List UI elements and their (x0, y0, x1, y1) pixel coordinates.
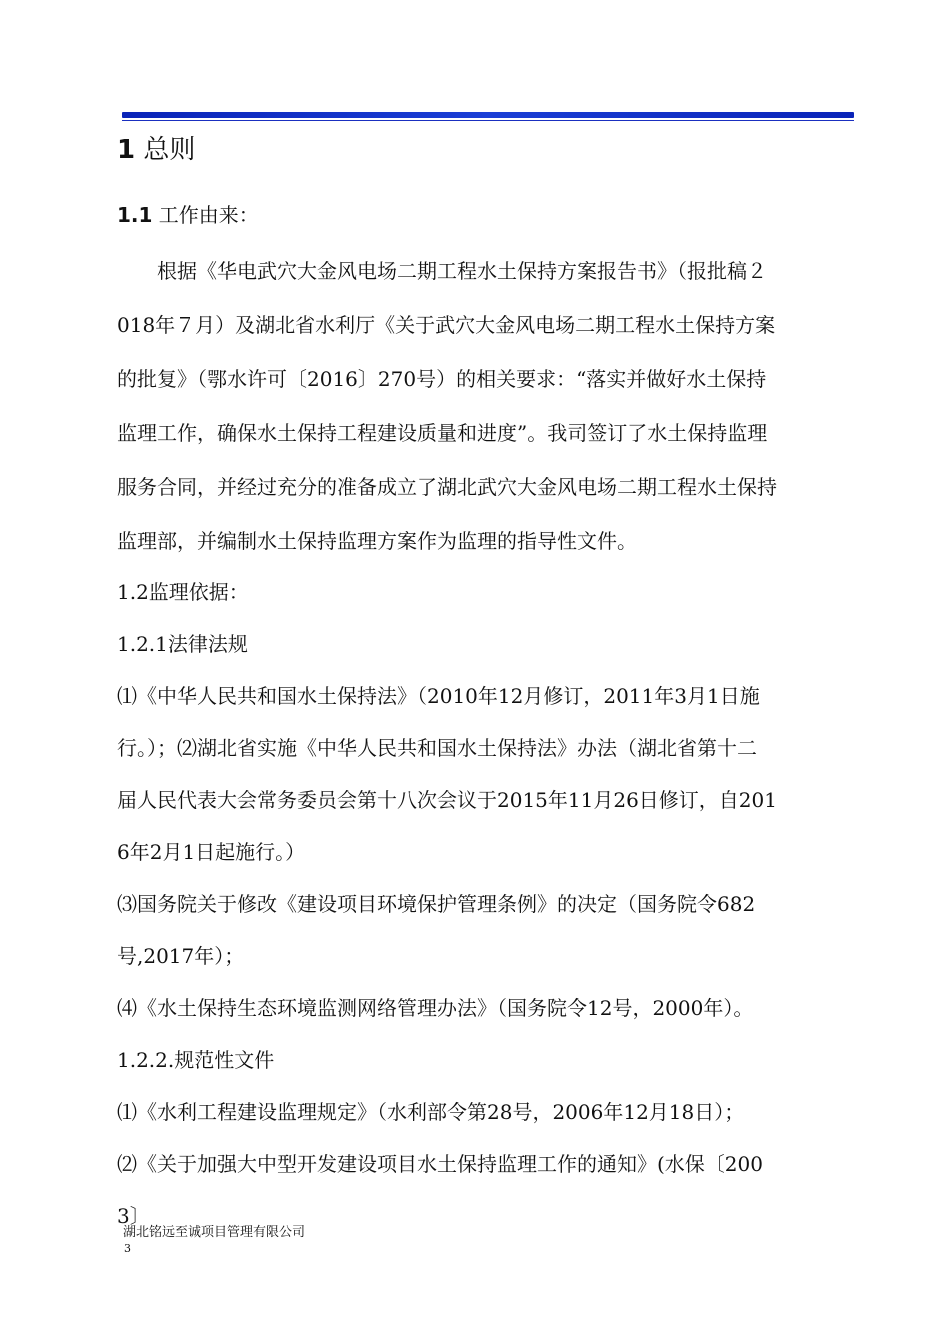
law-line: 届人民代表大会常务委员会第十八次会议于2015年11月26日修订，自201 (117, 788, 777, 812)
subsection-heading-1-2: 1.2监理依据： (117, 580, 249, 604)
norm-line: ⑴《水利工程建设监理规定》（水利部令第28号，2006年12月18日）； (117, 1100, 745, 1124)
intro-line: 的批复》（鄂水许可〔2016〕270号）的相关要求：“落实并做好水土保持 (117, 367, 767, 391)
law-line: ⑷《水土保持生态环境监测网络管理办法》（国务院令12号，2000年）。 (117, 996, 754, 1020)
subsection-title: 工作由来： (158, 203, 259, 227)
law-line: ⑴《中华人民共和国水土保持法》（2010年12月修订，2011年3月1日施 (117, 684, 760, 708)
intro-line: 服务合同，并经过充分的准备成立了湖北武穴大金风电场二期工程水土保持 (117, 475, 777, 499)
intro-line: 018年７月）及湖北省水利厅《关于武穴大金风电场二期工程水土保持方案 (117, 313, 776, 337)
footer-page-number: 3 (124, 1242, 131, 1255)
section-title: 总则 (143, 135, 196, 165)
subsection-heading-1-2-2: 1.2.2.规范性文件 (117, 1048, 275, 1072)
law-line: 6年2月1日起施行。） (117, 840, 306, 864)
header-rule (122, 112, 854, 122)
subsection-number: 1.1 (117, 203, 153, 227)
subsection-heading-1-2-1: 1.2.1法律法规 (117, 632, 248, 656)
section-heading (117, 130, 195, 170)
norm-line: 3〕 (117, 1204, 150, 1228)
law-line: ⑶国务院关于修改《建设项目环境保护管理条例》的决定（国务院令682 (117, 892, 756, 916)
section-number: 1 (117, 135, 136, 165)
basis-section (117, 566, 857, 1242)
intro-line: 监理部，并编制水土保持监理方案作为监理的指导性文件。 (117, 529, 637, 553)
law-line: 行。）；⑵湖北省实施《中华人民共和国水土保持法》办法（湖北省第十二 (117, 736, 757, 760)
footer-company-name: 湖北铭远至诚项目管理有限公司 (123, 1225, 306, 1240)
intro-line: 监理工作，确保水土保持工程建设质量和进度”。我司签订了水土保持监理 (117, 421, 768, 445)
subsection-heading-1-1 (117, 198, 259, 232)
intro-paragraph (117, 244, 857, 568)
header-rule-thin (122, 120, 854, 121)
norm-line: ⑵《关于加强大中型开发建设项目水土保持监理工作的通知》(水保〔200 (117, 1152, 763, 1176)
intro-line: 根据《华电武穴大金风电场二期工程水土保持方案报告书》（报批稿２ (117, 259, 767, 283)
law-line: 号,2017年）； (117, 944, 245, 968)
header-rule-thick (122, 112, 854, 118)
